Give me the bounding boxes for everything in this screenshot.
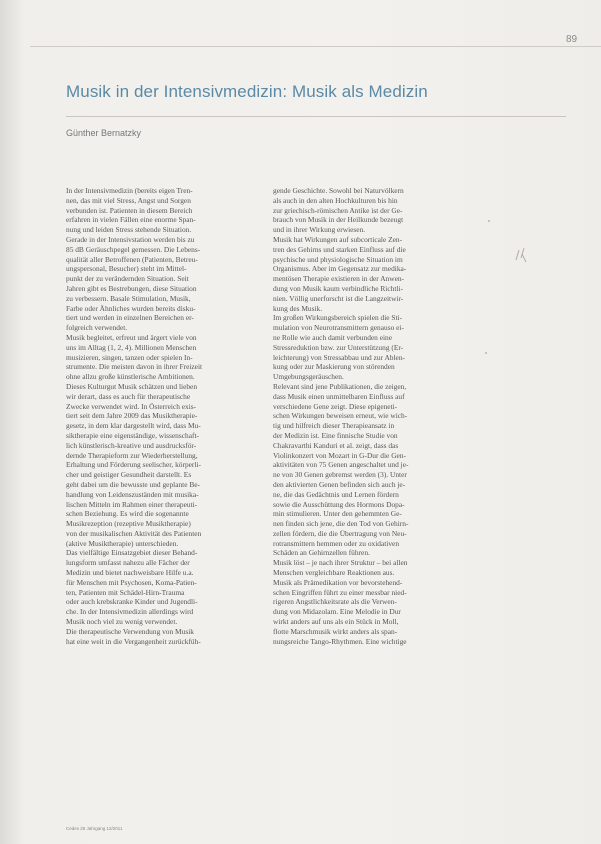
- text-line: Violinkonzert von Mozart in G-Dur die Gen-: [273, 450, 406, 460]
- text-line: lich künstlerisch-kreative und ausdrucksför-: [66, 440, 197, 450]
- text-line: tiert und werden in einzelnen Bereichen er-: [66, 313, 194, 323]
- text-line: Organismus. Aber im Gegensatz zur medika-: [273, 264, 407, 274]
- text-line: ungspersonal, Besucher) steht im Mittel-: [66, 264, 187, 274]
- text-line: Menschen vergleichbare Reaktionen aus.: [273, 568, 395, 578]
- text-line: nen, das mit viel Stress, Angst und Sorgen: [66, 195, 191, 205]
- text-line: sowie die Ausschüttung des Hormons Dopa-: [273, 499, 405, 509]
- text-line: folgreich verwendet.: [66, 323, 128, 333]
- text-line: handlung von Leidenszuständen mit musika-: [66, 489, 199, 499]
- text-line: punkt der zu verändernden Situation. Seit: [66, 274, 189, 284]
- text-line: siktherapie eine eigenständige, wissenschaft-: [66, 430, 199, 440]
- text-line: zu verbessern. Basale Stimulation, Musik,: [66, 293, 191, 303]
- text-line: dernde Therapieform zur Wiederherstellung,: [66, 450, 198, 460]
- text-line: Farbe oder Ähnliches wurden bereits disku-: [66, 303, 196, 313]
- text-line: Musik als Prämedikation vor bevorstehend-: [273, 577, 403, 587]
- text-line: leichterung) von Stressabbau und zur Ablen-: [273, 352, 405, 362]
- text-line: ten, Patienten mit Schädel-Hirn-Trauma: [66, 587, 185, 597]
- text-line: Zwecke verwendet wird. In Österreich exis-: [66, 401, 197, 411]
- text-line: psychische und physiologische Situation im: [273, 254, 403, 264]
- text-line: kung oder zur Maskierung von störenden: [273, 362, 395, 372]
- text-line: nung und leiden Stress stehende Situation.: [66, 225, 192, 235]
- text-line: nen finden sich jene, die den Tod von Gehirn-: [273, 519, 409, 529]
- text-line: Musik noch viel zu wenig verwendet.: [66, 617, 178, 627]
- text-line: und in ihrer Wirkung erwiesen.: [273, 225, 366, 235]
- text-line: hat eine weit in die Vergangenheit zurückfüh-: [66, 636, 201, 646]
- text-line: für Menschen mit Psychosen, Koma-Patien-: [66, 577, 197, 587]
- text-line: Musik löst – je nach ihrer Struktur – bei allen: [273, 558, 408, 568]
- text-line: Musik begleitet, erfreut und ärgert viele von: [66, 332, 197, 342]
- text-line: oder auch krebskranke Kinder und Jugendli-: [66, 597, 198, 607]
- article-title: Musik in der Intensivmedizin: Musik als Medizin: [66, 82, 428, 101]
- text-line: strumente. Die meisten davon in ihrer Freizeit: [66, 362, 203, 372]
- page-number: 89: [566, 34, 578, 45]
- text-line: als auch in den alten Hochkulturen bis hin: [273, 195, 398, 205]
- text-line: qualität aller Betroffenen (Patienten, Betreu-: [66, 254, 198, 264]
- text-line: ohne allzu große künstlerische Ambitionen.: [66, 372, 195, 382]
- text-line: aktivitäten von 75 Genen angeschaltet und je-: [273, 460, 409, 470]
- text-line: Die therapeutische Verwendung von Musik: [66, 626, 194, 636]
- text-line: verschiedene Gene zeigt. Diese epigeneti-: [273, 401, 398, 411]
- text-line: tig und hilfreich dieser Therapieansatz in: [273, 421, 395, 431]
- text-line: von der musikalischen Aktivität des Patienten: [66, 528, 202, 538]
- text-line: ne, die das Gedächtnis und Lernen fördern: [273, 489, 399, 499]
- text-line: ne von 30 Genen gebremst werden (3). Unter: [273, 470, 407, 480]
- text-line: Im großen Wirkungsbereich spielen die Sti-: [273, 313, 403, 323]
- text-line: dung von Musik kaum verbindliche Richtli-: [273, 283, 403, 293]
- text-line: In der Intensivmedizin (bereits eigen Tren-: [66, 186, 193, 195]
- text-line: nien. Völlig unerforscht ist die Langzeitwir-: [273, 293, 404, 303]
- body-column-right: [273, 186, 469, 826]
- text-line: cher und geistiger Gesundheit darstellt. Es: [66, 470, 192, 480]
- text-line: tren des Gehirns und starken Einfluss auf die: [273, 244, 406, 254]
- text-line: Musikrezeption (rezeptive Musiktherapie): [66, 519, 191, 529]
- paper-fleck: [485, 352, 487, 354]
- text-line: Schäden an Gehirnzellen führen.: [273, 548, 370, 558]
- article-author: Günther Bernatzky: [66, 128, 142, 138]
- body-column-left: [66, 186, 262, 826]
- text-line: flotte Marschmusik wirkt anders als span-: [273, 626, 398, 636]
- text-line: lungsform umfasst nahezu alle Fächer der: [66, 558, 190, 568]
- text-line: Stressreduktion bzw. zur Unterstützung (Er-: [273, 342, 404, 352]
- text-line: den aktivierten Genen befinden sich auch je-: [273, 479, 406, 489]
- text-line: tiert seit dem Jahre 2009 das Musiktherapie-: [66, 411, 198, 421]
- text-line: verbunden ist. Patienten in diesem Bereich: [66, 205, 193, 215]
- text-line: Jahren gibt es Bestrebungen, diese Situation: [66, 283, 197, 293]
- text-line: 85 dB Geräuschpegel gemessen. Die Lebens-: [66, 244, 201, 254]
- text-line: Relevant sind jene Publikationen, die zeigen,: [273, 381, 407, 391]
- text-line: (aktive Musiktherapie) unterschieden.: [66, 538, 179, 548]
- text-line: Erhaltung und Förderung seelischer, körperli-: [66, 460, 201, 470]
- text-line: schen Beziehung. Es wird die sogenannte: [66, 509, 189, 519]
- text-line: geht dabei um die bewusste und geplante Be-: [66, 479, 201, 489]
- text-line: kung des Musik.: [273, 303, 323, 313]
- text-line: Dieses Kulturgut Musik schätzen und lieben: [66, 381, 198, 391]
- text-line: dass Musik einen unmittelbaren Einfluss auf: [273, 391, 405, 401]
- text-line: rigeren Angstlichkeitsrate als die Verwen-: [273, 597, 397, 607]
- text-line: Umgebungsgeräuschen.: [273, 372, 344, 382]
- text-line: Chakravarthi Kanduri et al. zeigt, dass das: [273, 440, 399, 450]
- text-line: schen Eingriffen führt zu einer messbar nied-: [273, 587, 407, 597]
- text-line: rotransmittern hemmen oder zu oxidativen: [273, 538, 400, 548]
- text-line: ne Rolle wie auch damit verbunden eine: [273, 332, 393, 342]
- text-line: nungsreiche Tango-Rhythmen. Eine wichtige: [273, 636, 407, 646]
- text-line: Medizin und bietet nachweisbare Hilfe u.a.: [66, 568, 194, 578]
- text-line: Das vielfältige Einsatzgebiet dieser Behand-: [66, 548, 198, 558]
- text-line: musizieren, singen, tanzen oder spielen In-: [66, 352, 193, 362]
- text-line: Musik hat Wirkungen auf subcorticale Zen-: [273, 234, 403, 244]
- text-line: lischen Mitteln im Rahmen einer therapeuti-: [66, 499, 198, 509]
- text-line: che. In der Intensivmedizin allerdings wird: [66, 607, 194, 617]
- text-line: der Medizin ist. Eine finnische Studie von: [273, 430, 398, 440]
- page-footer: Cedes 25 Jahrgang 12/2011: [66, 826, 123, 831]
- text-line: dung von Midazolam. Eine Melodie in Dur: [273, 607, 401, 617]
- text-line: schen Wirkungen beweisen erneut, wie wich-: [273, 411, 408, 421]
- pencil-mark-icon: [512, 240, 536, 264]
- text-line: wirkt anders auf uns als ein Stück in Moll,: [273, 617, 399, 627]
- text-line: zellen fördern, die die Übertragung von Neu-: [273, 528, 407, 538]
- text-line: brauch von Musik in der Heilkunde bezeugt: [273, 215, 404, 225]
- text-line: uns im Alltag (1, 2, 4). Millionen Menschen: [66, 342, 197, 352]
- paper-fleck: [488, 220, 490, 222]
- text-line: gesetz, in dem klar dargestellt wird, dass Mu-: [66, 421, 201, 431]
- header-rule: [30, 46, 601, 47]
- text-line: zur griechisch-römischen Antike ist der Ge-: [273, 205, 403, 215]
- text-line: mulation von Neurotransmittern genauso ei-: [273, 323, 404, 333]
- text-line: wir derart, dass es auch für therapeutische: [66, 391, 191, 401]
- text-line: mentösen Therapie existieren in der Anwen-: [273, 274, 405, 284]
- text-line: erfahren in vielen Fällen eine enorme Span-: [66, 215, 196, 225]
- text-line: gende Geschichte. Sowohl bei Naturvölkern: [273, 186, 404, 195]
- title-divider: [66, 116, 566, 117]
- text-line: Gerade in der Intensivstation werden bis zu: [66, 234, 195, 244]
- text-line: min stimulieren. Unter den gehemmten Ge-: [273, 509, 402, 519]
